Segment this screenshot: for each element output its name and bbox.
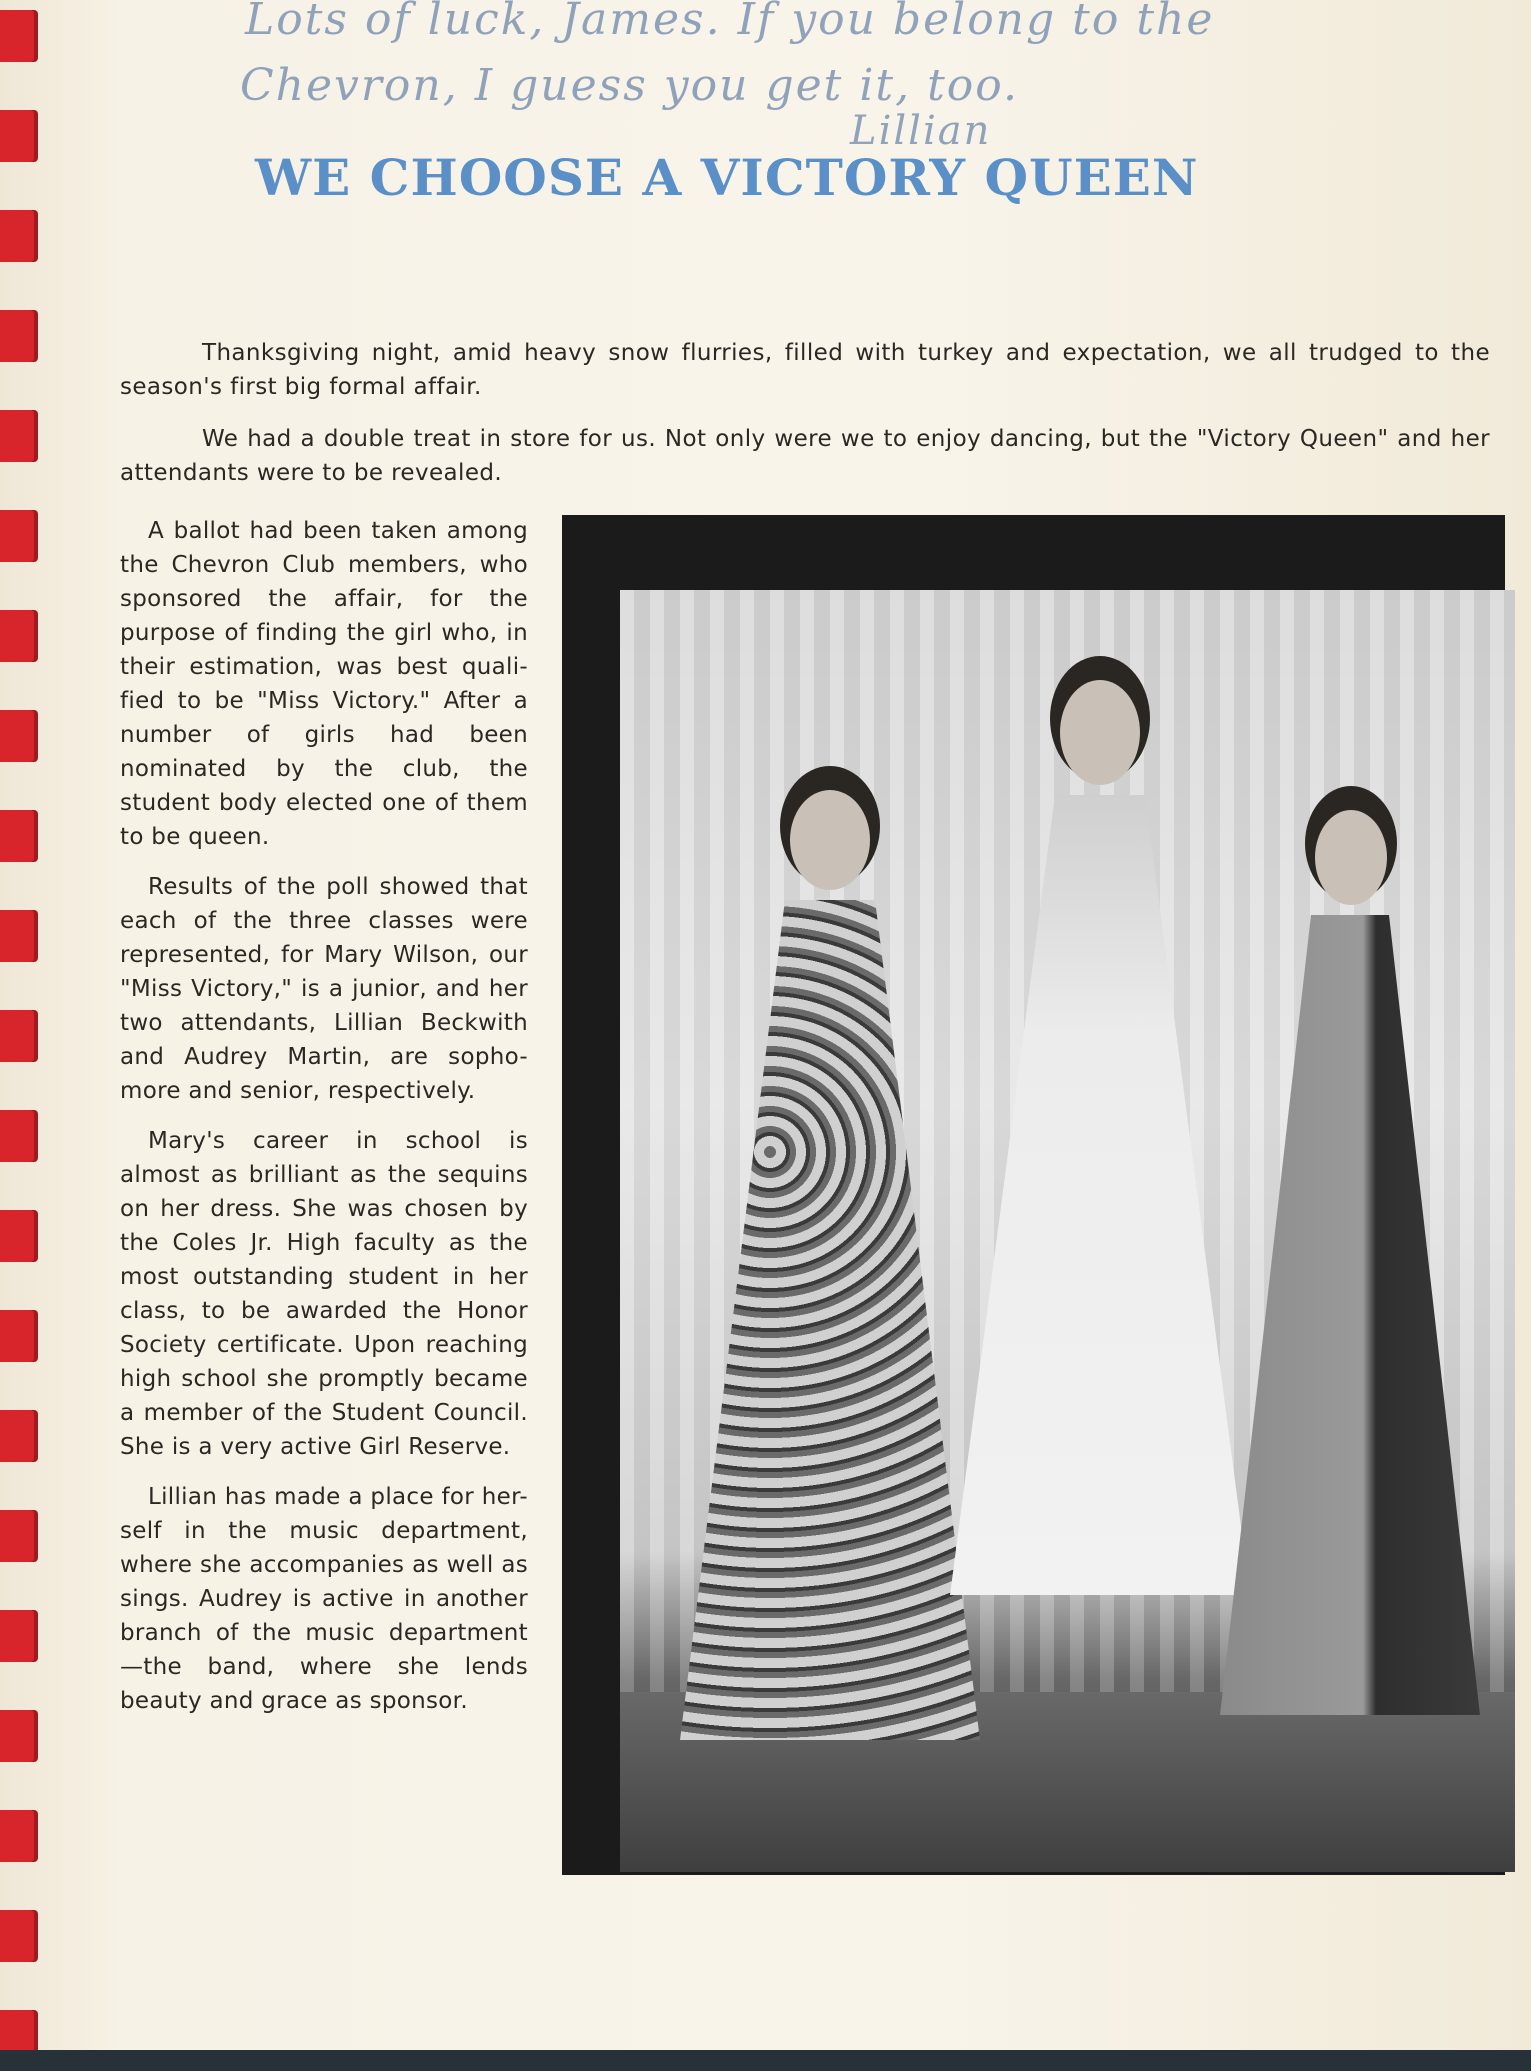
figure-center <box>950 670 1250 1670</box>
handwritten-note-line-1: Lots of luck, James. If you belong to the <box>245 0 1215 45</box>
binding-ring <box>0 510 34 562</box>
intro-paragraph-1: Thanksgiving night, amid heavy snow flurries, filled with turkey and expectation, we all trudged to the season's first big formal affair. <box>120 340 1490 400</box>
binding-ring <box>0 610 34 662</box>
bottom-edge <box>0 2050 1531 2071</box>
handwritten-note-line-2: Chevron, I guess you get it, too. <box>240 60 1019 111</box>
binding-ring <box>0 1910 34 1962</box>
column-paragraph-4: Lillian has made a place for her- self in the music department, where she accompanies as well as sings. Audrey is active in another branch of the music department —the band, where she lends beauty and grace as sponsor. <box>120 1484 528 1714</box>
binding-ring <box>0 1410 34 1462</box>
figure-left <box>680 770 980 1770</box>
figure-right <box>1220 790 1480 1740</box>
photo-three-girls-in-gowns <box>620 590 1515 1872</box>
binding-ring <box>0 910 34 962</box>
binding-ring <box>0 110 34 162</box>
article-column <box>120 514 528 1734</box>
binding-ring <box>0 710 34 762</box>
binding-ring <box>0 810 34 862</box>
column-paragraph-3: Mary's career in school is almost as brilliant as the sequins on her dress. She was chosen by the Coles Jr. High faculty as the most outstanding student in her class, to be awarded the Honor Society certificate. Upon reaching high school she promptly became a member of the Student Council. She is a very active Girl Reserve. <box>120 1128 528 1460</box>
column-paragraph-2: Results of the poll showed that each of the three classes were represented, for Mary Wilson, our "Miss Victory," is a junior, and her two attendants, Lillian Beckwith and Audrey Martin, are sopho- more and senior, respectively. <box>120 874 528 1104</box>
binding-ring <box>0 1310 34 1362</box>
binding-ring <box>0 10 34 62</box>
binding-ring <box>0 1210 34 1262</box>
binding-ring <box>0 1510 34 1562</box>
spiral-binding <box>0 0 60 2071</box>
binding-ring <box>0 1110 34 1162</box>
binding-ring <box>0 1710 34 1762</box>
page-title: WE CHOOSE A VICTORY QUEEN <box>255 148 1199 207</box>
binding-ring <box>0 410 34 462</box>
handwritten-signature: Lillian <box>850 108 992 154</box>
binding-ring <box>0 1010 34 1062</box>
column-paragraph-1: A ballot had been taken among the Chevron Club members, who sponsored the affair, for the purpose of finding the girl who, in their estimation, was best quali- fied to be "Miss Victory." After a number of girls had been nominated by the club, the student body elected one of them to be queen. <box>120 518 528 850</box>
binding-ring <box>0 210 34 262</box>
intro-paragraph-2: We had a double treat in store for us. Not only were we to enjoy dancing, but the "Victory Queen" and her attendants were to be revealed. <box>120 426 1490 486</box>
binding-ring <box>0 1810 34 1862</box>
binding-ring <box>0 1610 34 1662</box>
binding-ring <box>0 310 34 362</box>
